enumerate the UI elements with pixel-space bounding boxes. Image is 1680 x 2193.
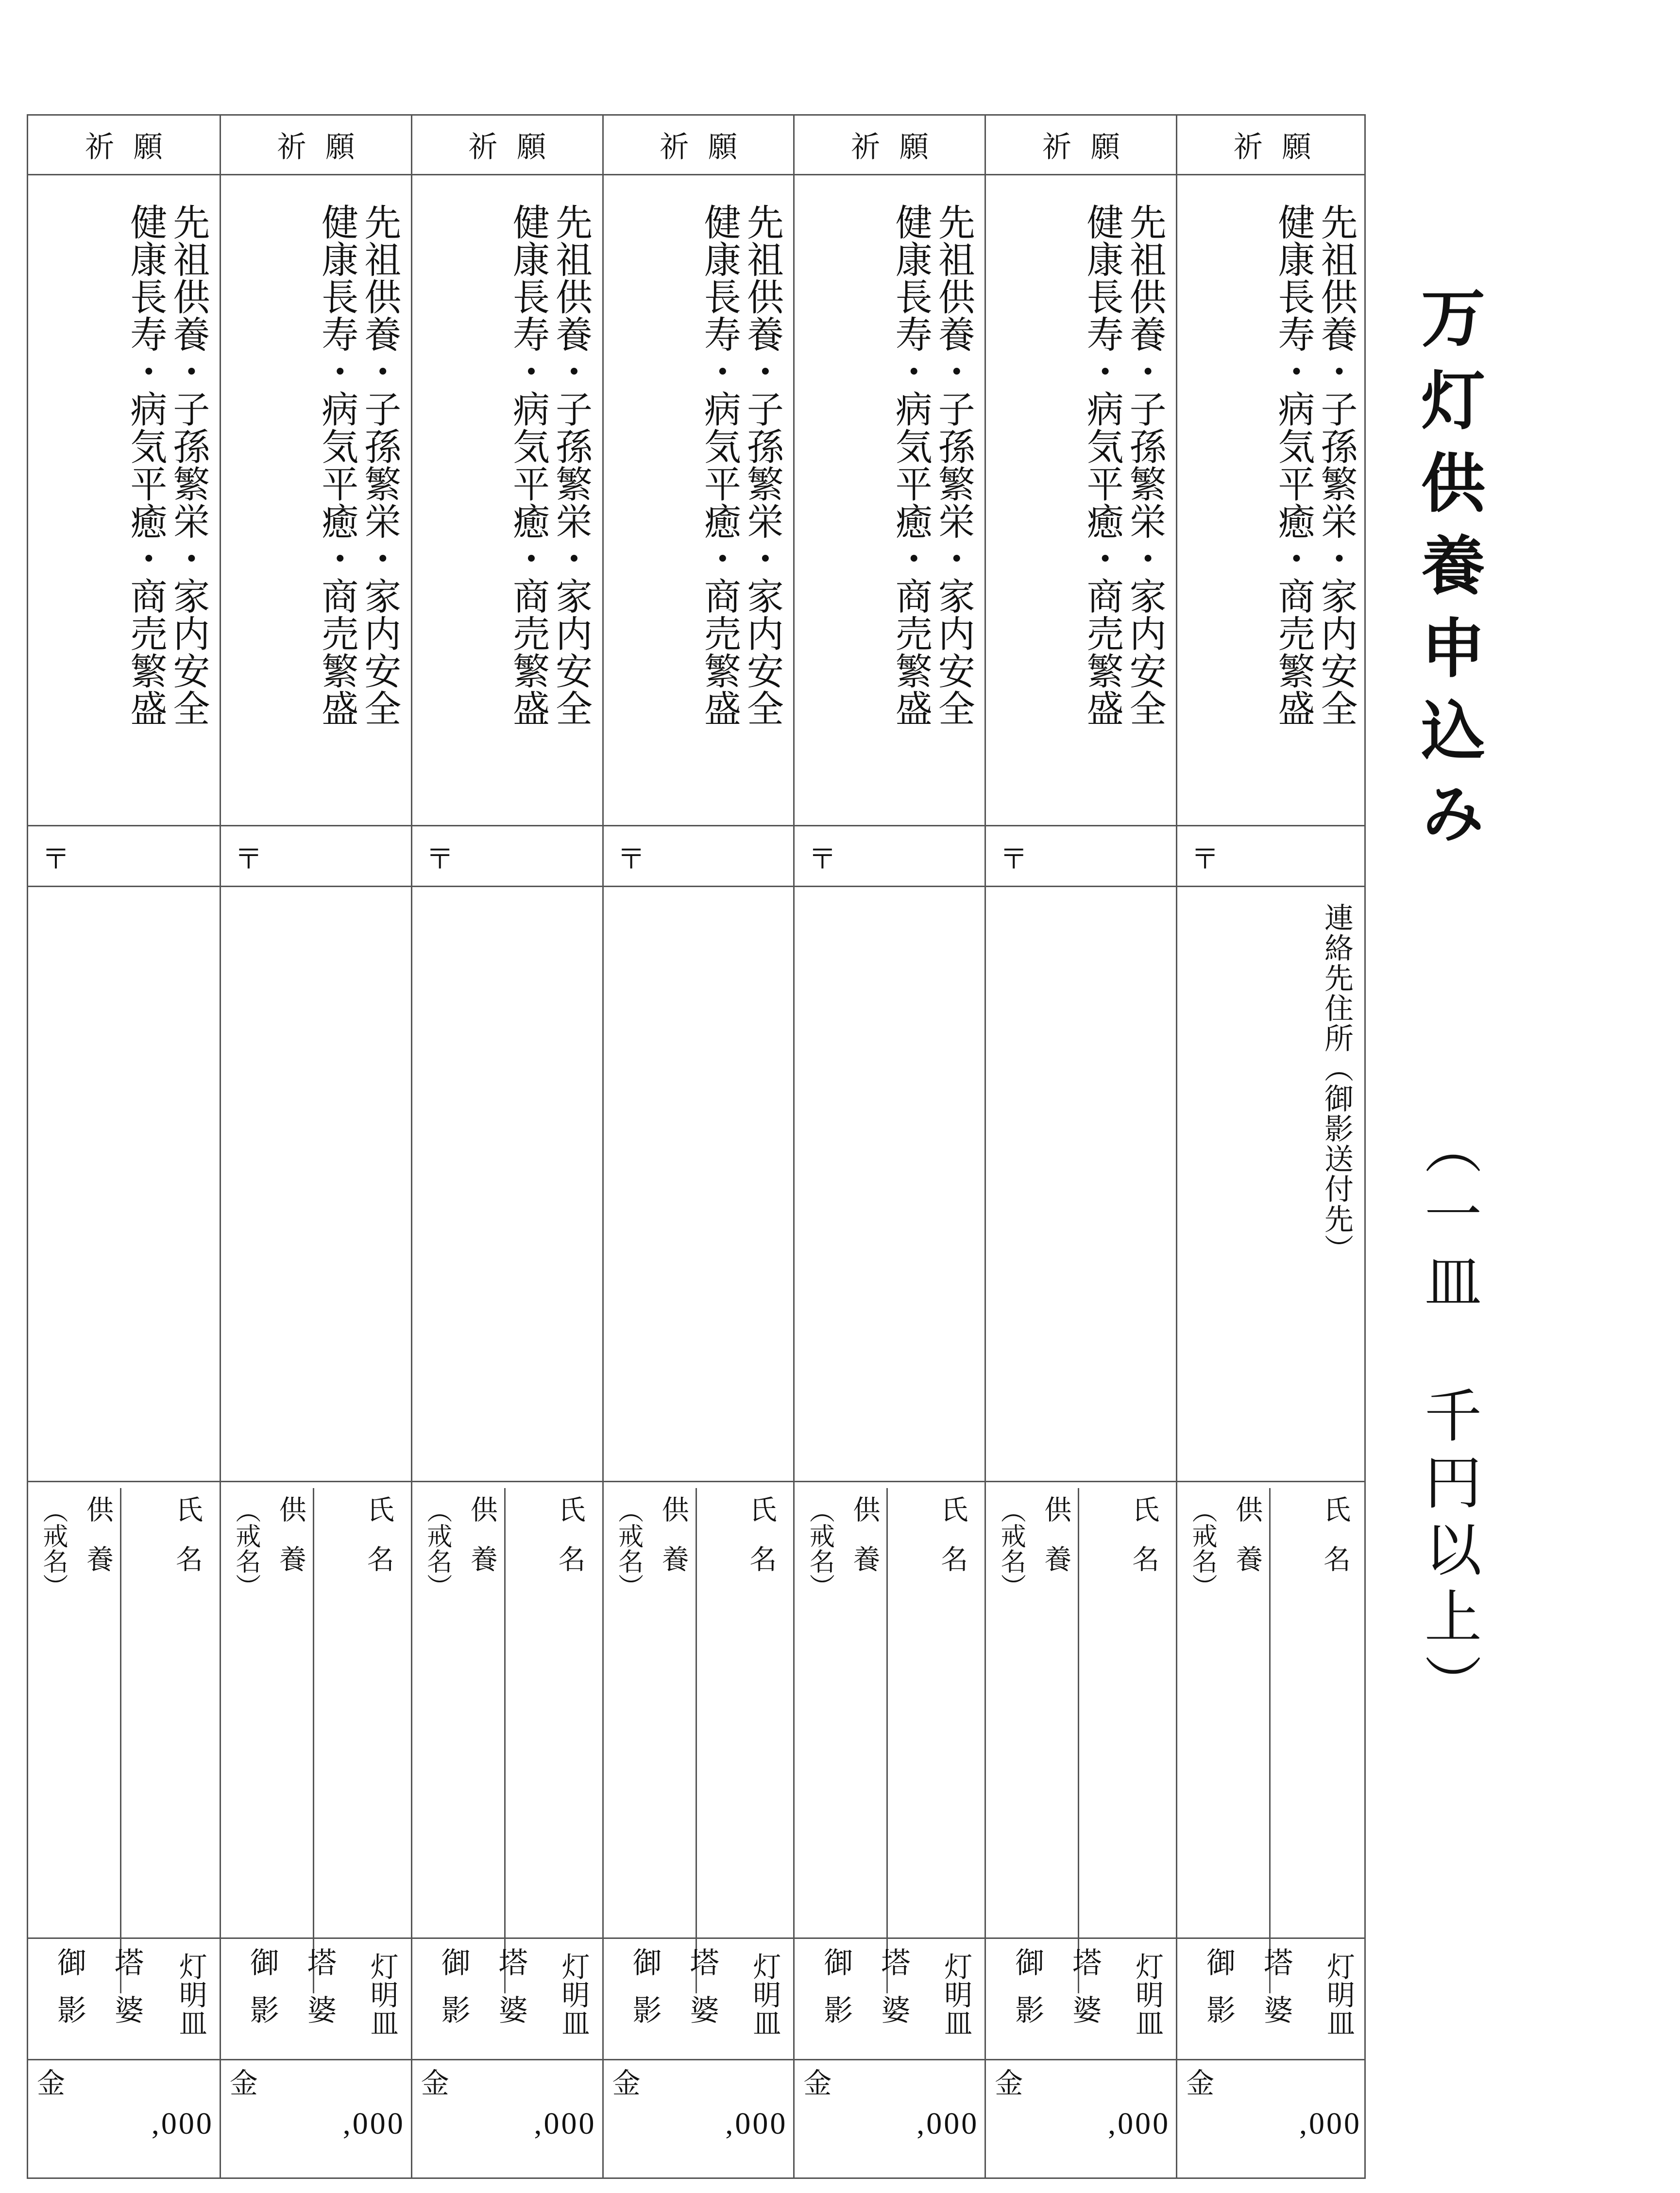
toba-checkbox[interactable]: 塔婆	[1068, 1947, 1102, 2042]
postal-code-field[interactable]: 〒	[234, 842, 263, 875]
amount-field[interactable]: ,000	[342, 2106, 405, 2141]
name-column-divider	[886, 1488, 888, 1993]
prayer-header: 祈願	[1042, 130, 1139, 164]
prayer-line: 先祖供養・子孫繁栄・家内安全	[1123, 203, 1167, 727]
name-column-divider	[1078, 1488, 1079, 1993]
offering-column	[220, 116, 411, 2177]
miei-checkbox[interactable]: 御影	[1202, 1947, 1236, 2042]
amount-label: 金	[1186, 2067, 1215, 2100]
name-column-divider	[504, 1488, 506, 1993]
offering-column	[984, 116, 1176, 2177]
kaimyou-label: （戒名）	[422, 1498, 452, 1599]
prayer-text[interactable]	[507, 203, 593, 815]
toumyou-checkbox[interactable]: 灯明皿	[1322, 1952, 1355, 2037]
offering-column	[411, 116, 602, 2177]
postal-code-field[interactable]: 〒	[808, 842, 837, 875]
prayer-text[interactable]	[698, 203, 783, 815]
name-label[interactable]: 氏名	[1319, 1495, 1351, 1594]
kuyou-label[interactable]: 供養	[82, 1495, 114, 1594]
offering-column	[1176, 116, 1367, 2177]
form-title: 万灯供養申込み	[1410, 284, 1485, 862]
miei-checkbox[interactable]: 御影	[52, 1947, 86, 2042]
amount-label: 金	[421, 2067, 449, 2100]
miei-checkbox[interactable]: 御影	[1010, 1947, 1045, 2042]
toumyou-checkbox[interactable]: 灯明皿	[1131, 1952, 1164, 2037]
name-column-divider	[313, 1488, 314, 1993]
prayer-text[interactable]	[1272, 203, 1358, 815]
offering-column	[793, 116, 984, 2177]
name-label[interactable]: 氏名	[745, 1495, 777, 1594]
prayer-line: 先祖供養・子孫繁栄・家内安全	[167, 203, 210, 727]
amount-label: 金	[37, 2067, 66, 2100]
prayer-line: 先祖供養・子孫繁栄・家内安全	[549, 203, 593, 727]
toumyou-checkbox[interactable]: 灯明皿	[939, 1952, 973, 2037]
kuyou-label[interactable]: 供養	[657, 1495, 689, 1594]
name-column-divider	[696, 1488, 697, 1993]
amount-field[interactable]: ,000	[725, 2106, 788, 2141]
name-column-divider	[1269, 1488, 1271, 1993]
toba-checkbox[interactable]: 塔婆	[876, 1947, 911, 2042]
prayer-header: 祈願	[659, 130, 757, 164]
kuyou-label[interactable]: 供養	[1040, 1495, 1072, 1594]
prayer-line: 先祖供養・子孫繁栄・家内安全	[358, 203, 402, 727]
postal-code-field[interactable]: 〒	[1191, 842, 1220, 875]
postal-code-field[interactable]: 〒	[42, 842, 70, 875]
prayer-header: 祈願	[468, 130, 566, 164]
prayer-line: 健康長寿・病気平癒・商売繁盛	[124, 203, 168, 727]
amount-label: 金	[803, 2067, 832, 2100]
postal-code-field[interactable]: 〒	[425, 842, 454, 875]
kuyou-label[interactable]: 供養	[848, 1495, 881, 1594]
kaimyou-label: （戒名）	[38, 1498, 68, 1599]
miei-checkbox[interactable]: 御影	[819, 1947, 853, 2042]
amount-field[interactable]: ,000	[916, 2106, 979, 2141]
prayer-line: 健康長寿・病気平癒・商売繁盛	[889, 203, 933, 727]
prayer-text[interactable]	[316, 203, 401, 815]
toba-checkbox[interactable]: 塔婆	[1259, 1947, 1293, 2042]
amount-label: 金	[995, 2067, 1023, 2100]
prayer-text[interactable]	[1081, 203, 1166, 815]
name-label[interactable]: 氏名	[171, 1495, 203, 1594]
kaimyou-label: （戒名）	[996, 1498, 1026, 1599]
prayer-header: 祈願	[850, 130, 948, 164]
prayer-header: 祈願	[1233, 130, 1331, 164]
prayer-line: 先祖供養・子孫繁栄・家内安全	[932, 203, 976, 727]
offering-column	[28, 116, 220, 2177]
form-subtitle: （一皿 千円以上）	[1415, 1117, 1482, 1721]
kaimyou-label: （戒名）	[1188, 1498, 1217, 1599]
amount-field[interactable]: ,000	[151, 2106, 214, 2141]
miei-checkbox[interactable]: 御影	[436, 1947, 471, 2042]
toba-checkbox[interactable]: 塔婆	[685, 1947, 719, 2042]
toba-checkbox[interactable]: 塔婆	[302, 1947, 337, 2042]
toumyou-checkbox[interactable]: 灯明皿	[557, 1952, 590, 2037]
miei-checkbox[interactable]: 御影	[245, 1947, 279, 2042]
kaimyou-label: （戒名）	[613, 1498, 643, 1599]
prayer-line: 先祖供養・子孫繁栄・家内安全	[1314, 203, 1358, 727]
kuyou-label[interactable]: 供養	[274, 1495, 306, 1594]
prayer-line: 健康長寿・病気平癒・商売繁盛	[1272, 203, 1315, 727]
prayer-header: 祈願	[85, 130, 182, 164]
name-label[interactable]: 氏名	[936, 1495, 968, 1594]
amount-field[interactable]: ,000	[1299, 2106, 1361, 2141]
kuyou-label[interactable]: 供養	[466, 1495, 498, 1594]
offering-column	[602, 116, 794, 2177]
amount-field[interactable]: ,000	[534, 2106, 596, 2141]
prayer-line: 健康長寿・病気平癒・商売繁盛	[698, 203, 742, 727]
miei-checkbox[interactable]: 御影	[628, 1947, 662, 2042]
prayer-line: 健康長寿・病気平癒・商売繁盛	[315, 203, 359, 727]
prayer-text[interactable]	[889, 203, 975, 815]
name-label[interactable]: 氏名	[362, 1495, 394, 1594]
postal-code-field[interactable]: 〒	[617, 842, 645, 875]
kaimyou-label: （戒名）	[805, 1498, 834, 1599]
name-label[interactable]: 氏名	[554, 1495, 586, 1594]
prayer-line: 先祖供養・子孫繁栄・家内安全	[741, 203, 784, 727]
amount-label: 金	[229, 2067, 258, 2100]
amount-field[interactable]: ,000	[1108, 2106, 1171, 2141]
amount-label: 金	[612, 2067, 641, 2100]
contact-address-label: 連絡先住所（御影送付先）	[1319, 903, 1354, 1264]
prayer-line: 健康長寿・病気平癒・商売繁盛	[507, 203, 550, 727]
toumyou-checkbox[interactable]: 灯明皿	[174, 1952, 207, 2037]
toumyou-checkbox[interactable]: 灯明皿	[748, 1952, 781, 2037]
postal-code-field[interactable]: 〒	[1000, 842, 1028, 875]
prayer-header: 祈願	[277, 130, 374, 164]
toba-checkbox[interactable]: 塔婆	[110, 1947, 144, 2042]
kuyou-label[interactable]: 供養	[1231, 1495, 1263, 1594]
offering-form-table	[27, 114, 1366, 2179]
name-label[interactable]: 氏名	[1128, 1495, 1160, 1594]
toumyou-checkbox[interactable]: 灯明皿	[365, 1952, 399, 2037]
name-column-divider	[120, 1488, 121, 1993]
prayer-text[interactable]	[124, 203, 210, 815]
kaimyou-label: （戒名）	[231, 1498, 260, 1599]
prayer-line: 健康長寿・病気平癒・商売繁盛	[1081, 203, 1124, 727]
toba-checkbox[interactable]: 塔婆	[493, 1947, 528, 2042]
